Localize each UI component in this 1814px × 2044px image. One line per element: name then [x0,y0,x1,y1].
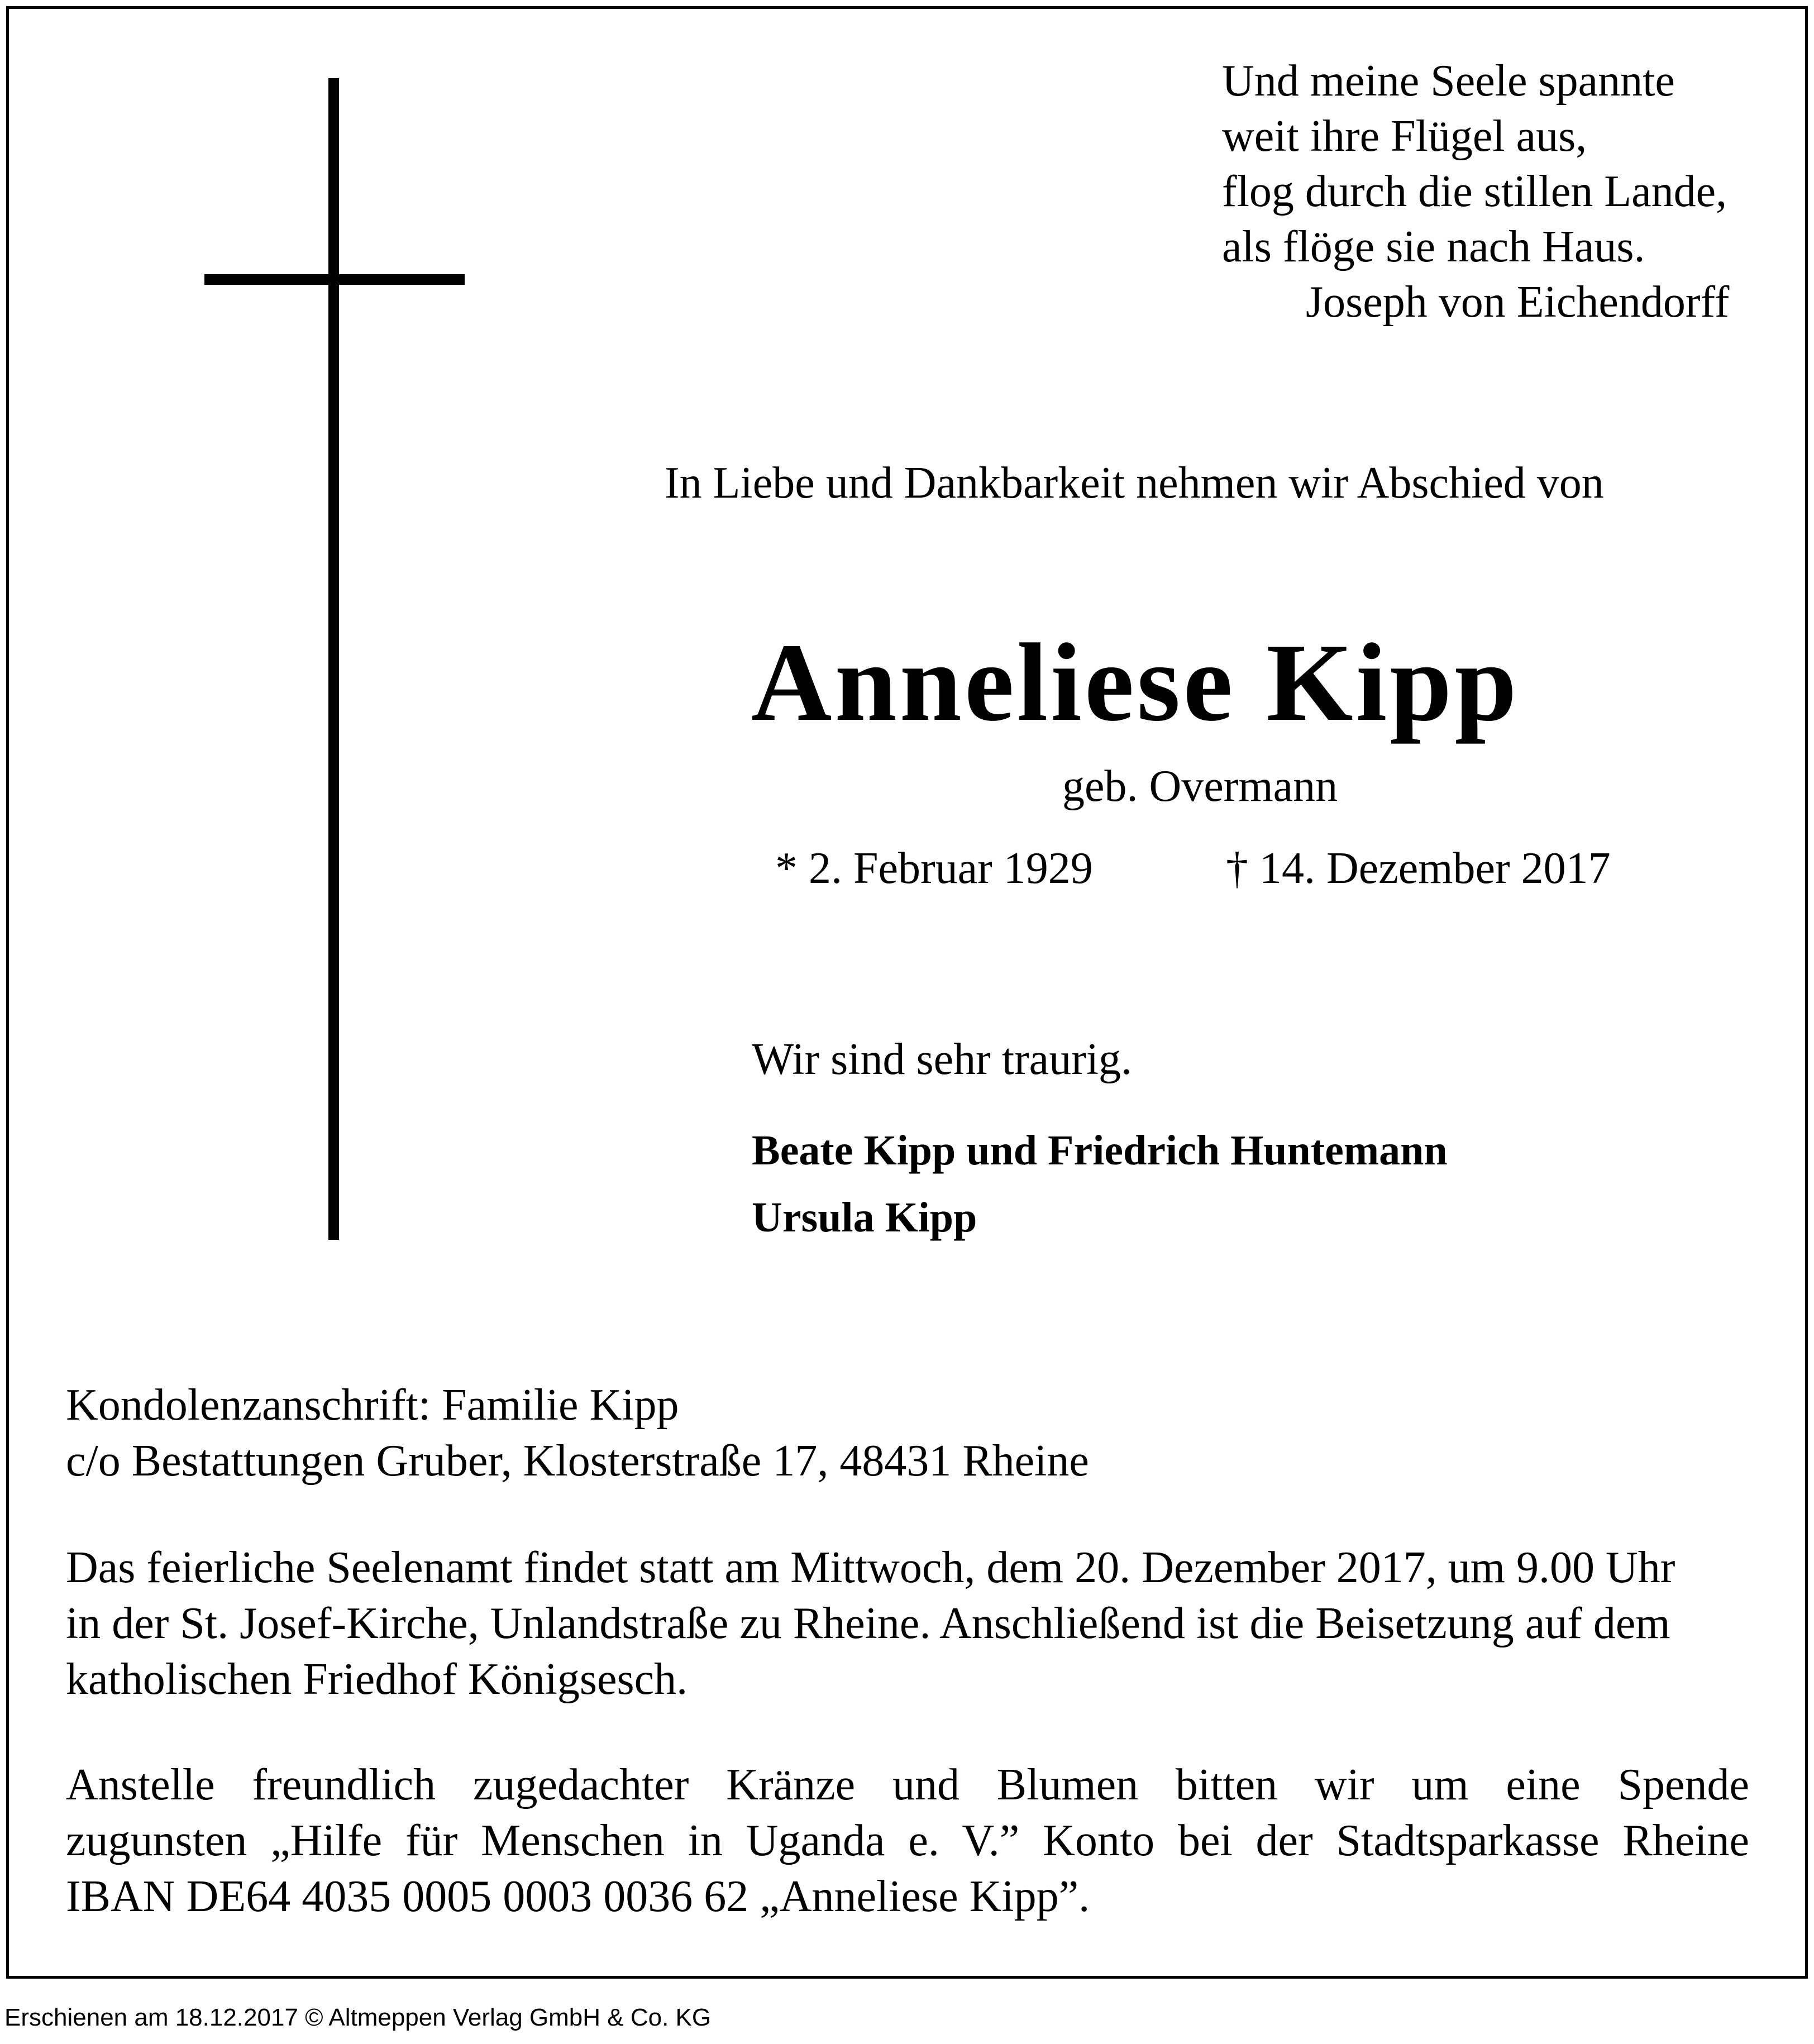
donation-line: IBAN DE64 4035 0005 0003 0036 62 „Anneliese Kipp”. [66,1872,1090,1921]
farewell-intro: In Liebe und Dankbarkeit nehmen wir Abschied von [665,459,1604,508]
service-line: Das feierliche Seelenamt findet statt am Mittwoch, dem 20. Dezember 2017, um 9.00 Uhr [66,1543,1675,1592]
service-line: in der St. Josef-Kirche, Unlandstraße zu Rheine. Anschließend ist die Beisetzung auf dem [66,1599,1670,1648]
poem-line: Und meine Seele spannte [1222,56,1675,106]
mourner-name: Beate Kipp und Friedrich Huntemann [752,1127,1448,1174]
poem-line: flog durch die stillen Lande, [1222,167,1727,216]
poem-line: als flöge sie nach Haus. [1222,222,1645,271]
condolence-line: c/o Bestattungen Gruber, Klosterstraße 17, 48431 Rheine [66,1436,1089,1486]
deceased-name: Anneliese Kipp [751,621,1520,744]
death-date: † 14. Dezember 2017 [1226,844,1611,893]
condolence-address [66,1377,1749,1489]
service-line: katholischen Friedhof Königsesch. [66,1655,688,1704]
poem-author: Joseph von Eichendorff [1306,278,1730,327]
poem-line: weit ihre Flügel aus, [1222,112,1587,161]
donation-line: zugunsten „Hilfe für Menschen in Uganda e. V.” Konto bei der Stadtsparkasse Rheine [66,1816,1749,1865]
cross-icon-horizontal-bar [204,274,465,285]
donation-request [66,1757,1749,1924]
publication-footer: Erschienen am 18.12.2017 © Altmeppen Verlag GmbH & Co. KG [4,2004,712,2031]
maiden-name: geb. Overmann [1062,762,1338,811]
poem [1222,54,1729,330]
funeral-service-info [66,1540,1749,1707]
mourning-note: Wir sind sehr traurig. [752,1035,1133,1084]
condolence-line: Kondolenzanschrift: Familie Kipp [66,1381,679,1430]
birth-date: * 2. Februar 1929 [775,844,1093,893]
donation-line: Anstelle freundlich zugedachter Kränze und Blumen bitten wir um eine Spende [66,1760,1749,1809]
cross-icon-vertical-bar [328,78,339,1240]
mourner-name: Ursula Kipp [752,1194,977,1241]
